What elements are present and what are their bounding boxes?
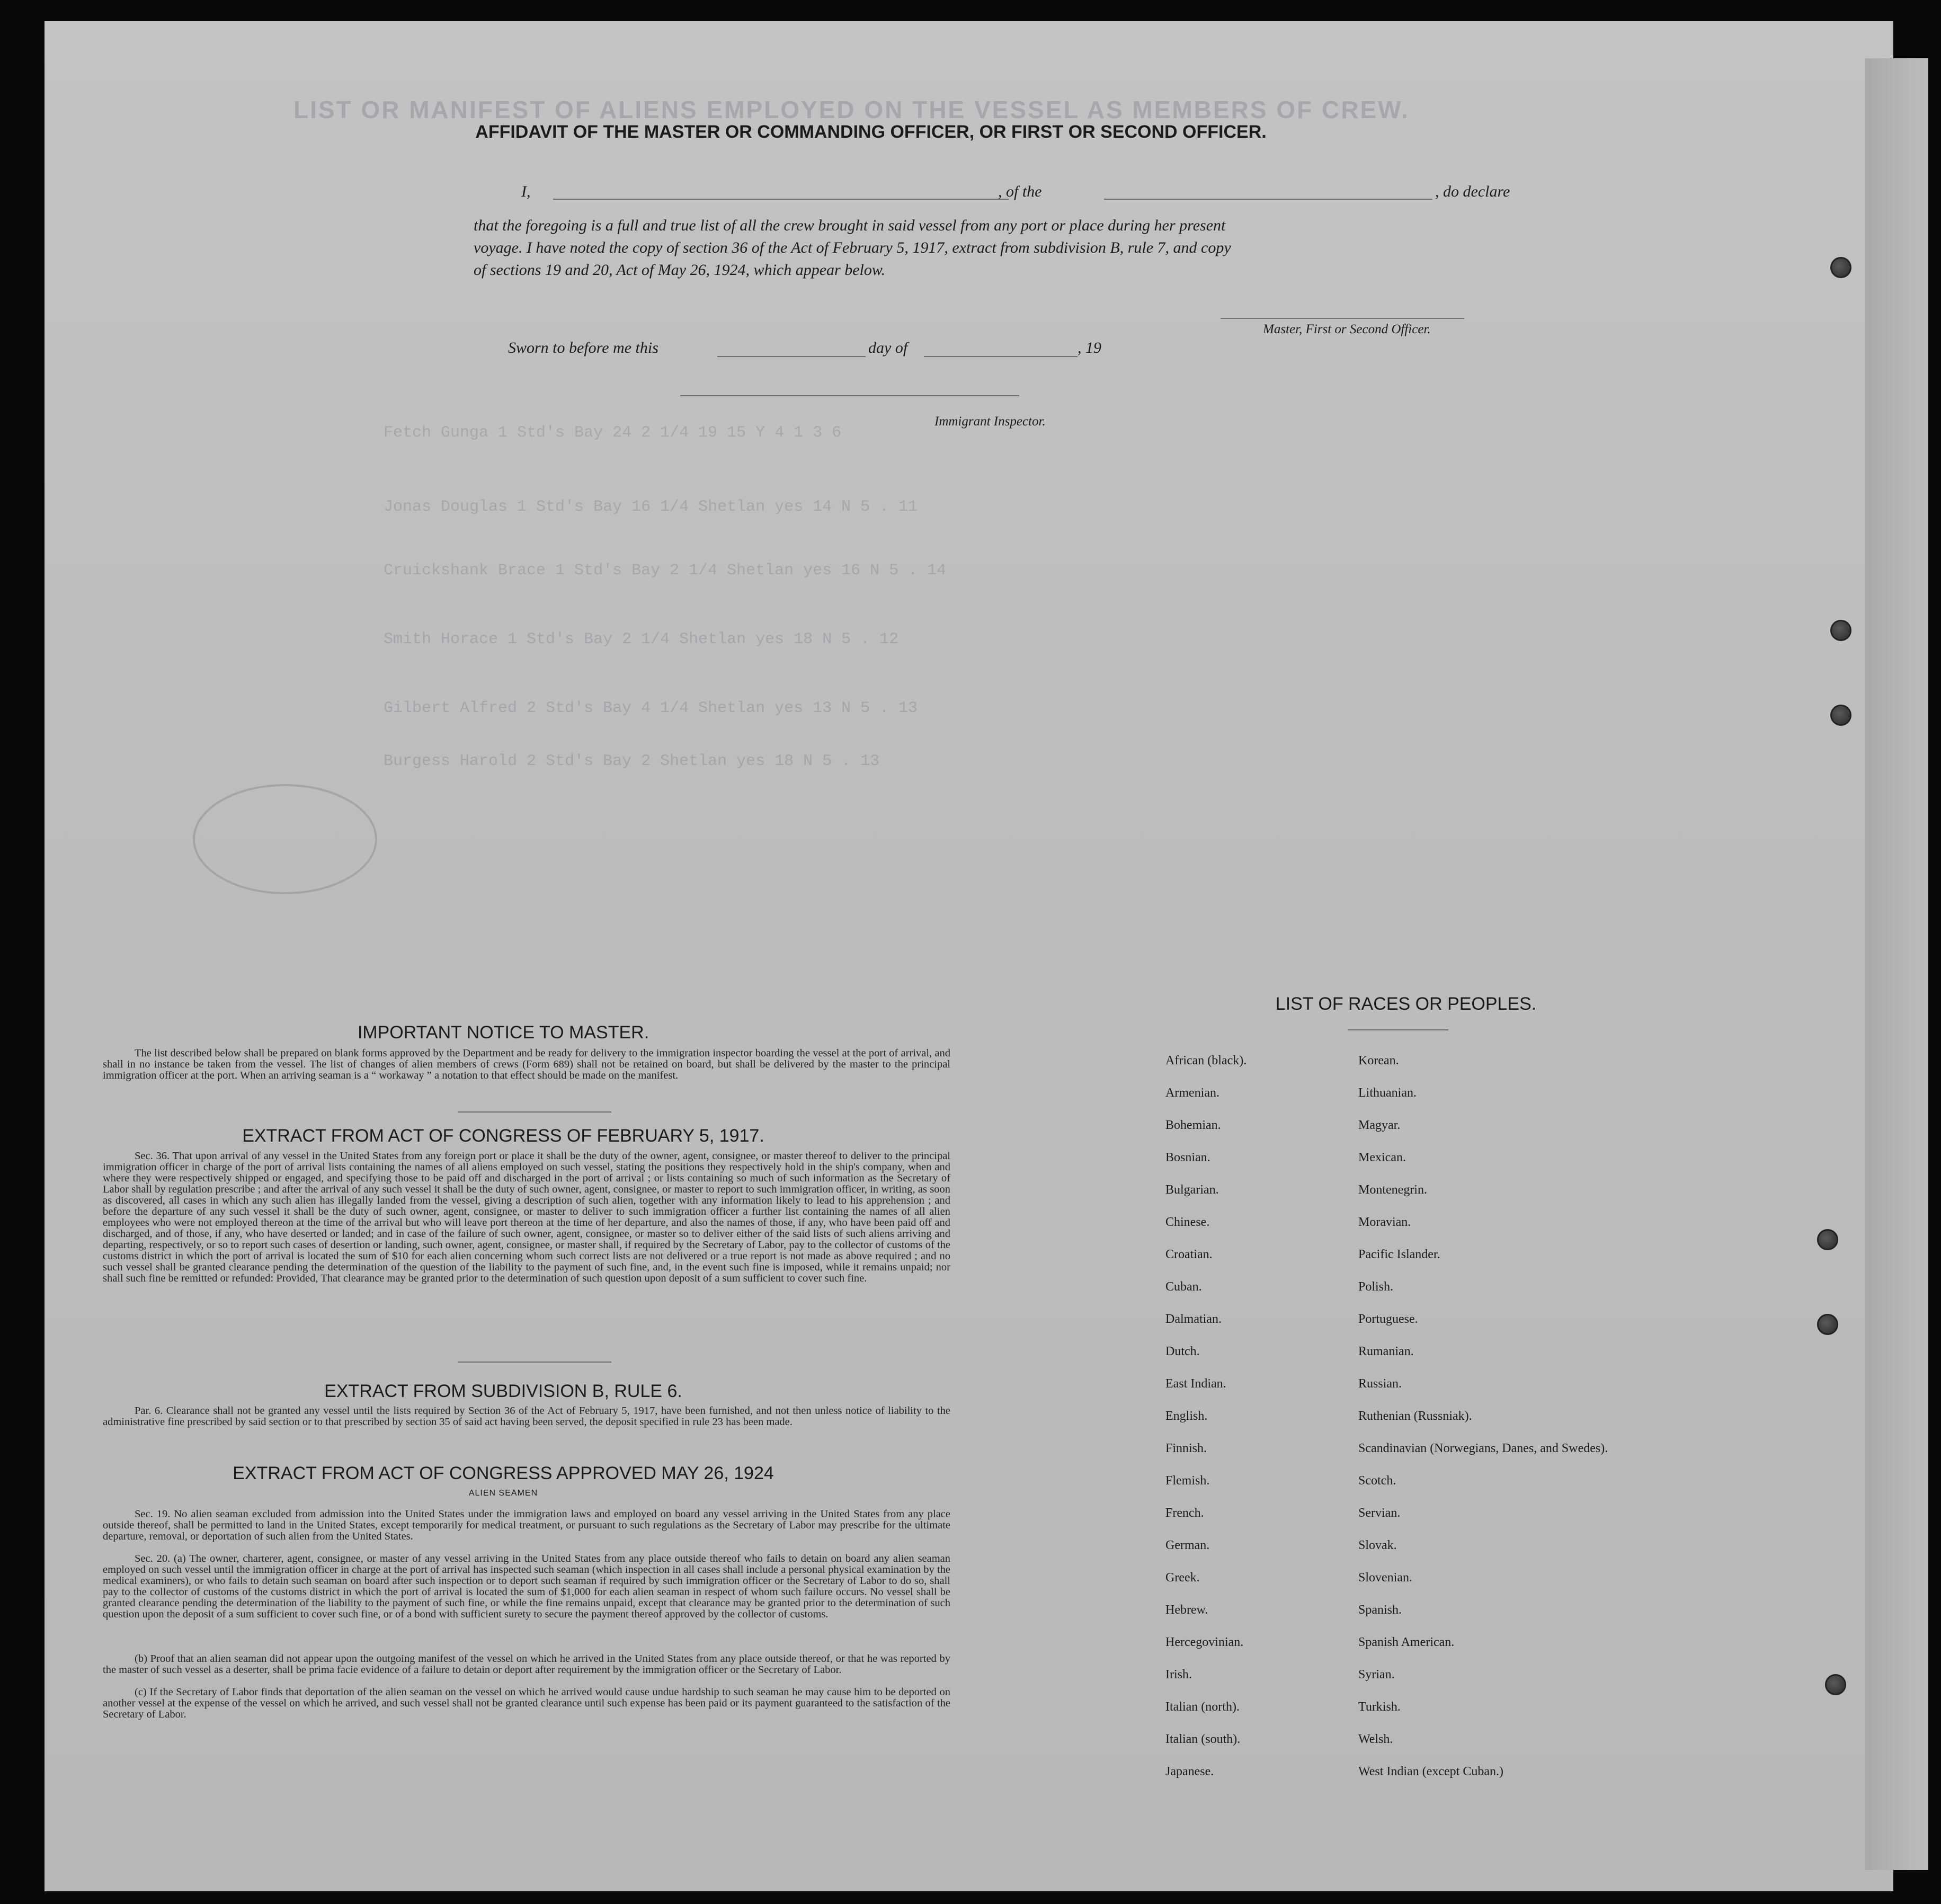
race-list-item: German. [1165, 1538, 1210, 1552]
race-list-item: French. [1165, 1506, 1204, 1520]
affidavit-declaration-line3: voyage. I have noted the copy of section 36 of the Act of February 5, 1917, extract from subdivision B, rule 7, and copy [474, 239, 1231, 256]
bleed-through-row: Burgess Harold 2 Std's Bay 2 Shetlan yes 18 N 5 . 13 [384, 752, 880, 770]
bleed-through-row: Cruickshank Brace 1 Std's Bay 2 1/4 Shetlan yes 16 N 5 . 14 [384, 562, 947, 580]
extract-1917-text: Sec. 36. That upon arrival of any vessel in the United States from any foreign port or place it shall be the duty of the owner, agent, consignee, or master thereof to deliver to the principal immigration officer in charge of the port of arrival lists containing the names of all aliens employed on such vessel, stating the positions they respectively hold in the ship's company, when and where they were respectively shipped or engaged, and specifying those to be paid off and discharged in the port of arrival ; or lists containing so much of such information as the Secretary of Labor shall by regulation prescribe ; and after the arrival of any such vessel it shall be the duty of such owner, agent, consignee, or master to report to such immigration officer, in writing, as soon as discovered, all cases in which any such alien has illegally landed from the vessel, giving a description of such alien, together with any information likely to lead to his apprehension ; and before the departure of any such vessel it shall be the duty of such owner, agent, consignee, or master to deliver to such immigration officer a further list containing the names of all alien employees who were not employed thereon at the time of the arrival but who will leave port thereon at the time of her departure, and also the names of those, if any, who have been paid off and discharged, and of those, if any, who have deserted or landed; and in case of the failure of such owner, agent, consignee, or master so to deliver either of the said lists of such aliens arriving and departing, respectively, or so to report such cases of desertion or landing, such owner, agent, consignee, or master shall, if required by the Secretary of Labor, pay to the collector of customs of the customs district in which the port of arrival is located the sum of $10 for each alien concerning whom such correct lists are not delivered or a true report is not made as above required ; and no such vessel shall be granted clearance pending the determination of the question of the liability to the payment of such fine, and, in the event such fine is imposed, while it remains unpaid; nor shall such fine be remitted or refunded: Provided, That clearance may be granted prior to the determination of such question upon deposit of a sum sufficient to cover such fine. [103, 1150, 950, 1284]
bleed-through-stamp [193, 784, 377, 894]
notice-text: The list described below shall be prepared on blank forms approved by the Department and be ready for delivery to the immigration inspector boarding the vessel at the port of arrival, and shall in no instance be taken from the vessel. The list of changes of alien members of crews (Form 689) shall not be retained on board, but shall be delivered by the master to the principal immigration officer at the port. When an arriving seaman is a “ workaway ” a notation to that effect should be made on the manifest. [103, 1047, 950, 1081]
race-list-item: Korean. [1358, 1054, 1399, 1067]
signature-blank-line[interactable] [1221, 318, 1464, 319]
day-of-label: day of [868, 339, 908, 357]
race-list-item: Bosnian. [1165, 1151, 1210, 1164]
race-list-item: Japanese. [1165, 1765, 1214, 1778]
race-list-item: Bulgarian. [1165, 1183, 1219, 1197]
race-list-item: Spanish. [1358, 1603, 1402, 1617]
affidavit-declaration-line4: of sections 19 and 20, Act of May 26, 1924, which appear below. [474, 261, 886, 279]
race-list-item: Spanish American. [1358, 1635, 1455, 1649]
signature-label: Master, First or Second Officer. [1263, 322, 1431, 336]
race-list-item: East Indian. [1165, 1377, 1226, 1391]
race-list-item: Rumanian. [1358, 1345, 1414, 1358]
race-list-item: Pacific Islander. [1358, 1248, 1440, 1261]
extract-1924-subtitle: ALIEN SEAMEN [468, 1489, 538, 1498]
extract-1924-sec19: Sec. 19. No alien seaman excluded from admission into the United States under the immigration laws and employed on board any vessel arriving in the United States from any place outside thereof, shall be permitted to land in the United States, except temporarily for medical treatment, or pursuant to such regulations as the Secretary of Labor may prescribe for the ultimate departure, removal, or deportation of such alien from the United States. [103, 1508, 950, 1542]
race-list-item: Irish. [1165, 1668, 1192, 1681]
divider [458, 1111, 611, 1113]
year-label: , 19 [1078, 339, 1101, 357]
punch-hole [1825, 1674, 1846, 1695]
inspector-blank-line[interactable] [680, 395, 1019, 396]
race-list-item: Welsh. [1358, 1732, 1393, 1746]
race-list-item: Scotch. [1358, 1474, 1396, 1488]
race-list-item: Magyar. [1358, 1118, 1401, 1132]
race-list-item: Dutch. [1165, 1345, 1200, 1358]
binder-edge [1865, 58, 1928, 1870]
race-list-item: Croatian. [1165, 1248, 1213, 1261]
bleed-through-row: Jonas Douglas 1 Std's Bay 16 1/4 Shetlan yes 14 N 5 . 11 [384, 498, 918, 516]
affidavit-declaration-line2: that the foregoing is a full and true list of all the crew brought in said vessel from any port or place during her present [474, 217, 1226, 234]
race-list-item: Dalmatian. [1165, 1312, 1222, 1326]
extract-rule6-title: EXTRACT FROM SUBDIVISION B, RULE 6. [324, 1381, 682, 1401]
race-list-item: African (black). [1165, 1054, 1247, 1067]
extract-1924-sec20a: Sec. 20. (a) The owner, charterer, agent, consignee, or master of any vessel arriving in the United States from any place outside thereof who fails to detain on board any alien seaman employed on such vessel until the immigration officer in charge at the port of arrival has inspected such seaman (which inspection in all cases shall include a personal physical examination by the medical examiners), or who fails to detain such seaman on board after such inspection or to deport such seaman if required by such immigration officer or the Secretary of Labor to do so, shall pay to the collector of customs of the customs district in which the port of arrival is located the sum of $1,000 for each alien seaman in respect of whom such failure occurs. No vessel shall be granted clearance pending the determination of the liability to the payment of such fine, or while the fine remains unpaid, except that clearance may be granted prior to the determination of such question upon the deposit of a sum sufficient to cover such fine, or of a bond with sufficient surety to secure the payment thereof approved by the collector of customs. [103, 1553, 950, 1620]
race-list-item: Finnish. [1165, 1442, 1207, 1455]
extract-rule6-text: Par. 6. Clearance shall not be granted any vessel until the lists required by Section 36 of the Act of February 5, 1917, have been furnished, and not then unless notice of liability to the administrative fine prescribed by said section or to that prescribed by section 35 of said act having been served, the deposit specified in rule 23 has been made. [103, 1405, 950, 1428]
divider [1348, 1029, 1448, 1030]
inspector-label: Immigrant Inspector. [934, 414, 1046, 429]
race-list-item: Turkish. [1358, 1700, 1401, 1714]
affidavit-title: AFFIDAVIT OF THE MASTER OR COMMANDING OFFICER, OR FIRST OR SECOND OFFICER. [475, 122, 1267, 142]
vessel-blank-line[interactable] [1104, 199, 1432, 200]
bleed-through-row: Fetch Gunga 1 Std's Bay 24 2 1/4 19 15 Y 4 1 3 6 [384, 424, 842, 442]
extract-1917-title: EXTRACT FROM ACT OF CONGRESS OF FEBRUARY 5, 1917. [242, 1126, 764, 1146]
affidavit-declare-label: , do declare [1435, 183, 1510, 200]
race-list-item: Hebrew. [1165, 1603, 1208, 1617]
document-page [44, 21, 1893, 1891]
sworn-label: Sworn to before me this [508, 339, 658, 357]
extract-1924-title: EXTRACT FROM ACT OF CONGRESS APPROVED MAY 26, 1924 [233, 1463, 774, 1483]
bleed-through-row: Smith Horace 1 Std's Bay 2 1/4 Shetlan yes 18 N 5 . 12 [384, 630, 899, 648]
bleed-through-title: LIST OR MANIFEST OF ALIENS EMPLOYED ON THE VESSEL AS MEMBERS OF CREW. [293, 96, 1410, 123]
race-list-item: West Indian (except Cuban.) [1358, 1765, 1503, 1778]
affidavit-of-the-label: , of the [998, 183, 1042, 200]
race-list-item: Chinese. [1165, 1215, 1210, 1229]
sworn-day-blank-line[interactable] [717, 356, 866, 357]
race-list-item: Russian. [1358, 1377, 1402, 1391]
punch-hole [1830, 620, 1851, 641]
punch-hole [1817, 1314, 1838, 1335]
race-list-item: Syrian. [1358, 1668, 1395, 1681]
race-list-item: Mexican. [1358, 1151, 1406, 1164]
race-list-item: Italian (north). [1165, 1700, 1240, 1714]
race-list-item: Ruthenian (Russniak). [1358, 1409, 1472, 1423]
affidavit-i-label: I, [521, 183, 531, 200]
races-title: LIST OF RACES OR PEOPLES. [1275, 994, 1537, 1014]
race-list-item: Flemish. [1165, 1474, 1210, 1488]
race-list-item: Polish. [1358, 1280, 1394, 1294]
sworn-month-blank-line[interactable] [924, 356, 1078, 357]
race-list-item: Lithuanian. [1358, 1086, 1417, 1100]
divider [458, 1362, 611, 1363]
race-list-item: Cuban. [1165, 1280, 1202, 1294]
punch-hole [1817, 1229, 1838, 1250]
name-blank-line[interactable] [553, 199, 1009, 200]
punch-hole [1830, 705, 1851, 726]
race-list-item: English. [1165, 1409, 1208, 1423]
race-list-item: Servian. [1358, 1506, 1401, 1520]
race-list-item: Bohemian. [1165, 1118, 1221, 1132]
race-list-item: Armenian. [1165, 1086, 1219, 1100]
races-left-column [1165, 1045, 1246, 1788]
punch-hole [1830, 257, 1851, 278]
extract-1924-sec20c: (c) If the Secretary of Labor finds that deportation of the alien seaman on the vessel on which he arrived would cause undue hardship to such seaman he may cause him to be deported on another vessel at the expense of the vessel on which he arrived, and such vessel shall not be granted clearance until such expense has been paid or its payment guaranteed to the satisfaction of the Secretary of Labor. [103, 1686, 950, 1720]
bleed-through-row: Gilbert Alfred 2 Std's Bay 4 1/4 Shetlan yes 13 N 5 . 13 [384, 699, 918, 717]
race-list-item: Slovenian. [1358, 1571, 1412, 1585]
race-list-item: Hercegovinian. [1165, 1635, 1244, 1649]
race-list-item: Slovak. [1358, 1538, 1397, 1552]
race-list-item: Greek. [1165, 1571, 1200, 1585]
extract-1924-sec20b: (b) Proof that an alien seaman did not appear upon the outgoing manifest of the vessel on which he arrived in the United States from any place outside thereof, or that he was reported by the master of such vessel as a deserter, shall be prima facie evidence of a failure to detain or deport after requirement by the immigration officer or the Secretary of Labor. [103, 1653, 950, 1676]
notice-title: IMPORTANT NOTICE TO MASTER. [357, 1022, 649, 1043]
race-list-item: Scandinavian (Norwegians, Danes, and Swedes). [1358, 1442, 1608, 1455]
races-right-column [1358, 1045, 1608, 1788]
race-list-item: Portuguese. [1358, 1312, 1418, 1326]
race-list-item: Montenegrin. [1358, 1183, 1427, 1197]
race-list-item: Moravian. [1358, 1215, 1411, 1229]
race-list-item: Italian (south). [1165, 1732, 1241, 1746]
